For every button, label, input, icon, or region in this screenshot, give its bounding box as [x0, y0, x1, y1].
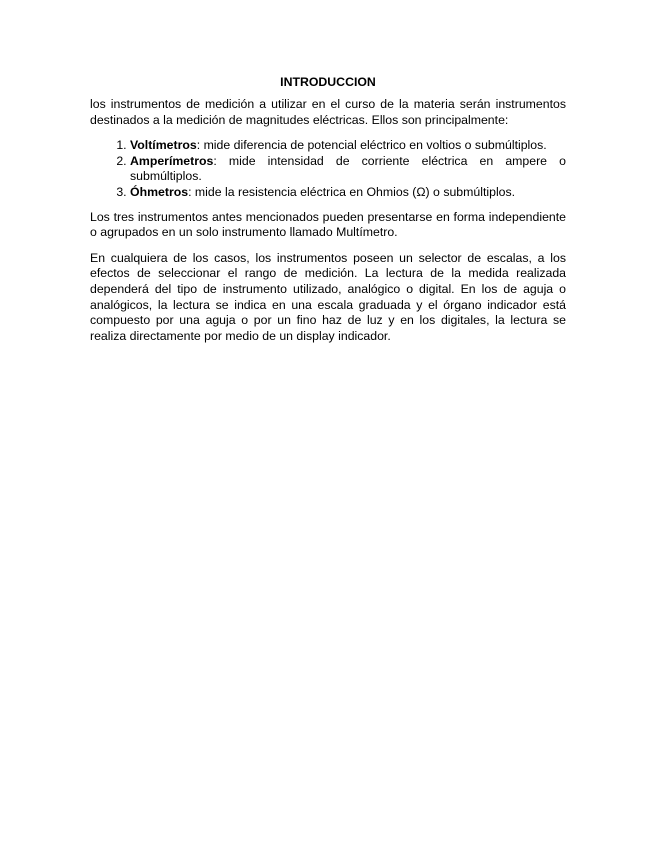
list-item-ohmetros [130, 185, 566, 201]
list-item-amperimetros [130, 154, 566, 185]
list-item-voltimetros [130, 138, 566, 154]
list-item-description: : mide intensidad de corriente eléctrica en ampere o submúltiplos. [130, 153, 566, 184]
list-item-term: Voltímetros [130, 138, 197, 153]
document-title: INTRODUCCION [280, 75, 376, 89]
list-item-description: : mide diferencia de potencial eléctrico en voltios o submúltiplos. [196, 138, 547, 153]
document-page [90, 74, 566, 354]
paragraph-selector-escalas: En cualquiera de los casos, los instrumentos poseen un selector de escalas, a los efectos de seleccionar el rango de medición. La lectura de la medida realizada dependerá del tipo de instrumento utilizado, analógico o digital. En los de aguja o analógicos, la lectura se indica en una escala graduada y el órgano indicador está compuesto por una aguja o por un fino haz de luz y en los digitales, la lectura se realiza directamente por medio de un display indicador. [90, 250, 566, 343]
list-item-description: : mide la resistencia eléctrica en Ohmios (Ω) o submúltiplos. [188, 184, 516, 199]
intro-paragraph: los instrumentos de medición a utilizar en el curso de la materia serán instrumentos destinados a la medición de magnitudes eléctricas. Ellos son principalmente: [90, 97, 566, 127]
list-item-term: Amperímetros [130, 153, 214, 168]
list-item-term: Óhmetros [130, 184, 189, 199]
paragraph-multimetro: Los tres instrumentos antes mencionados pueden presentarse en forma independiente o agrupados en un solo instrumento llamado Multímetro. [90, 209, 566, 240]
instrument-list [90, 138, 566, 200]
